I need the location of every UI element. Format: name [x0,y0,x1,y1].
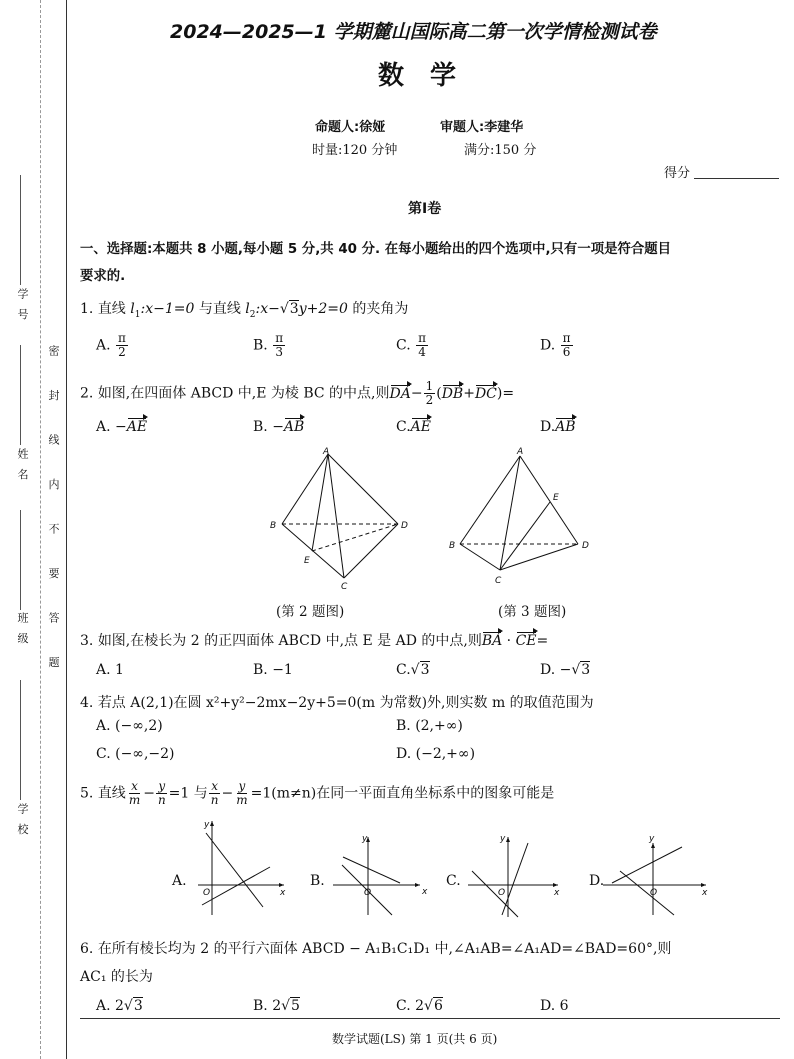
q3-stem: 3. 如图,在棱长为 2 的正四面体 ABCD 中,点 E 是 AD 的中点,则BA · CE= [80,633,549,649]
score-field-blank[interactable] [694,178,779,179]
q3-fig-label-e: E [553,493,559,503]
q2-option-b[interactable]: B. −AB [253,419,305,435]
q5-option-d[interactable]: D. [589,873,605,889]
q4-number: 4. [80,695,94,711]
q5-graph-a-x: x [280,888,286,898]
q4-option-a[interactable]: A. (−∞,2) [96,718,163,734]
section1-heading-line2: 要求的. [80,269,126,284]
q5-graph-c-x: x [554,888,560,898]
q2-option-a[interactable]: A. −AE [96,419,148,435]
name-line [20,345,21,445]
q5-option-b[interactable]: B. [310,873,325,889]
q2-fig-label-e: E [304,556,310,566]
q5-graph-b-o: O [364,888,372,898]
school-line [20,680,21,800]
q1-number: 1. [80,301,94,317]
q1-stem: 1. 直线 $l_1:x-1=0$ 与直线 $l_2:x-√3y+2=0$ 的夹角为 [80,301,409,320]
q3-fig-caption: (第 3 题图) [498,604,567,620]
q5-stem: 5. 直线 $\frac{x}{m}$ − $\frac{y}{n}$ =1 与 $\frac{x}{n}$ − $\frac{y}{m}$ =1(m≠n)在同一平面直角坐标系中的图象可能是 [80,779,555,807]
score-field-label: 得分 [664,166,691,181]
q2-stem: 2. 如图,在四面体 ABCD 中,E 为棱 BC 的中点,则DA− $\frac{1}{2}$ (DB+DC)= [80,379,515,407]
q5-graph-c-o: O [498,888,506,898]
q2-fig-label-b: B [270,521,277,531]
q2-figure [262,444,422,594]
q2-number: 2. [80,385,94,402]
volume-title: 第Ⅰ卷 [408,201,442,217]
q3-option-b[interactable]: B. −1 [253,662,293,678]
q3-number: 3. [80,633,94,649]
q4-option-c[interactable]: C. (−∞,−2) [96,746,175,762]
q3-fig-label-c: C [495,576,502,586]
q5-graph-d-o: O [650,888,658,898]
q6-option-c[interactable]: C. 2√6 [396,998,443,1014]
q5-option-a[interactable]: A. [172,873,187,889]
q4-option-d[interactable]: D. (−2,+∞) [396,746,476,762]
student-id-label: 学 号 [16,288,29,323]
q5-graph-a-y: y [204,820,210,830]
q1-option-a[interactable]: A. $\frac{\pi}{2}$ [96,331,126,359]
q4-option-b[interactable]: B. (2,+∞) [396,718,463,734]
q5-number: 5. [80,785,94,802]
q3-option-a[interactable]: A. 1 [96,662,124,678]
q1-option-c[interactable]: C. $\frac{\pi}{4}$ [396,331,427,359]
q6-option-d[interactable]: D. 6 [540,998,569,1014]
q1-option-d[interactable]: D. $\frac{\pi}{6}$ [540,331,571,359]
q3-option-d[interactable]: D. −√3 [540,662,591,678]
margin-inner-line [66,0,67,1059]
q2-option-d[interactable]: D.AB [540,419,576,435]
q5-graph-b-x: x [422,887,428,897]
q1-option-b[interactable]: B. $\frac{\pi}{3}$ [253,331,284,359]
student-id-line [20,175,21,285]
q3-fig-label-d: D [582,541,589,551]
q6-number: 6. [80,941,94,957]
name-label: 姓 名 [16,448,29,483]
q3-option-c[interactable]: C.√3 [396,662,430,678]
q2-option-c[interactable]: C.AE [396,419,432,435]
exam-title: 2024—2025—1 学期麓山国际高二第一次学情检测试卷 [170,21,657,43]
q2-fig-label-d: D [401,521,408,531]
seal-notice: 密 封 线 内 不 要 答 题 [47,345,60,683]
q2-fig-label-c: C [341,582,348,592]
q6-option-b[interactable]: B. 2√5 [253,998,300,1014]
school-label: 学 校 [16,803,29,838]
class-line [20,510,21,610]
q6-stem-line2: AC₁ 的长为 [80,969,153,985]
q5-graphs [168,815,728,920]
subject-title: 数 学 [378,61,457,91]
q6-stem-line1: 6. 在所有棱长均为 2 的平行六面体 ABCD − A₁B₁C₁D₁ 中,∠A₁AB=∠A₁AD=∠BAD=60°,则 [80,941,672,957]
q5-graph-d-x: x [702,888,708,898]
q5-graph-a-o: O [203,888,211,898]
q5-graph-d-y: y [649,834,655,844]
page-footer: 数学试题(LS) 第 1 页(共 6 页) [332,1032,498,1046]
q3-figure [444,444,604,594]
q6-option-a[interactable]: A. 2√3 [96,998,143,1014]
section1-heading-line1: 一、选择题:本题共 8 小题,每小题 5 分,共 40 分. 在每小题给出的四个选项中,只有一项是符合题目 [80,242,672,257]
full-score: 满分:150 分 [464,143,537,158]
reviewer: 审题人:李建华 [440,120,524,135]
time-limit: 时量:120 分钟 [312,143,398,158]
class-label: 班 级 [16,612,29,647]
q2-fig-label-a: A [323,447,330,457]
q3-fig-label-b: B [449,541,456,551]
q2-fig-caption: (第 2 题图) [276,604,345,620]
setter: 命题人:徐娅 [315,120,386,135]
q5-graph-b-y: y [362,834,368,844]
footer-rule [80,1018,780,1019]
q5-option-c[interactable]: C. [446,873,461,889]
q4-stem: 4. 若点 A(2,1)在圆 x²+y²−2mx−2y+5=0(m 为常数)外,则实数 m 的取值范围为 [80,695,594,711]
q5-graph-c-y: y [500,834,506,844]
q3-fig-label-a: A [517,447,524,457]
margin-outer-line [40,0,42,1059]
